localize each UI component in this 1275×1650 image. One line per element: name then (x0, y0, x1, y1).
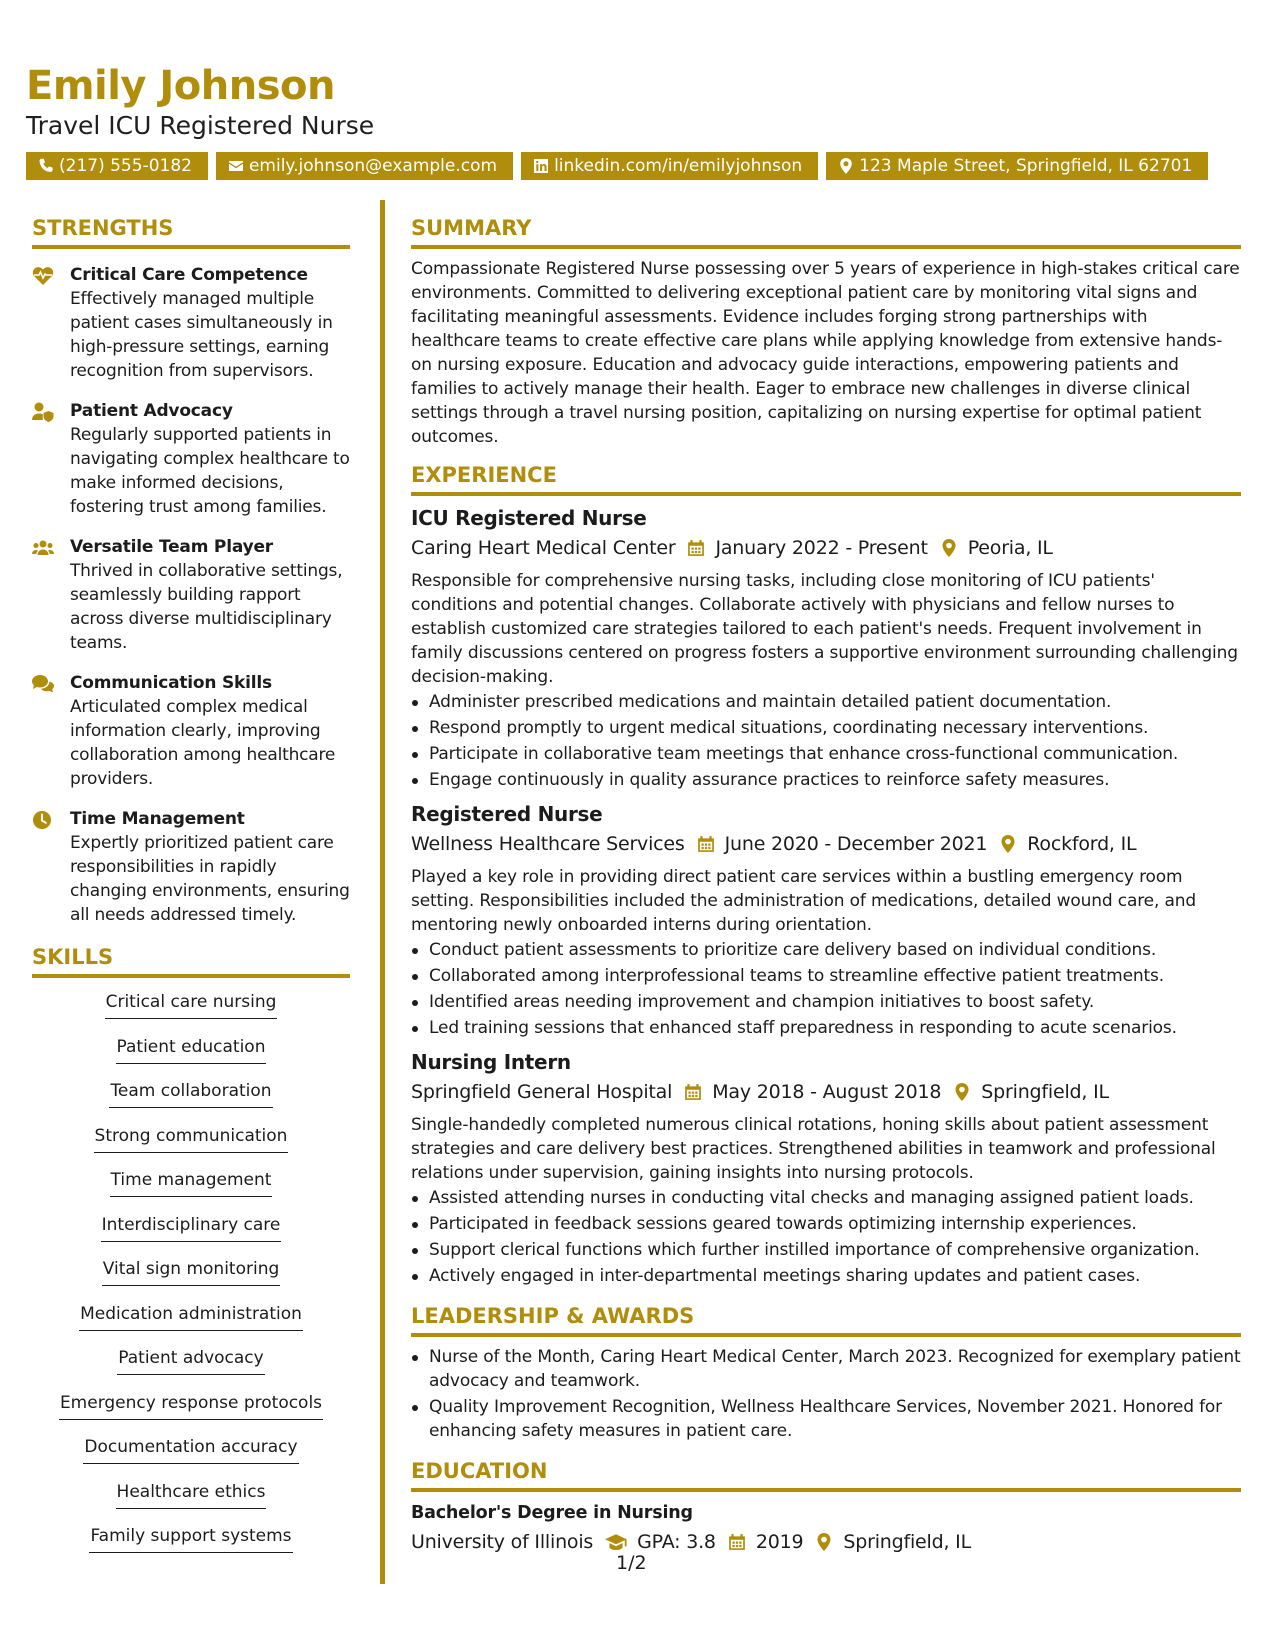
bullet-item: Led training sessions that enhanced staff preparedness in responding to acute scenarios. (411, 1016, 1241, 1040)
job-company: Wellness Healthcare Services (411, 833, 685, 855)
contact-text: 123 Maple Street, Springfield, IL 62701 (859, 156, 1193, 176)
skill-item: Patient advocacy (117, 1346, 264, 1375)
bullet-item: Identified areas needing improvement and champion initiatives to boost safety. (411, 990, 1241, 1014)
job-role: Nursing Intern (411, 1050, 571, 1074)
job-dates: June 2020 - December 2021 (724, 833, 988, 855)
page-number: 1/2 (616, 1552, 647, 1574)
calendar-icon (697, 835, 715, 853)
strength-desc: Articulated complex medical information clearly, improving collaboration among healthcare providers. (70, 697, 336, 789)
strength-desc: Expertly prioritized patient care responsibilities in rapidly changing environments, ensuring all needs addressed timely. (70, 833, 350, 925)
job-description: Single-handedly completed numerous clinical rotations, honing skills about patient assessment strategies and care delivery best practices. Strengthened abilities in teamwork and professional relations under supervision, gaining insights into nursing protocols. (411, 1115, 1216, 1183)
calendar-icon (728, 1533, 746, 1551)
calendar-icon (687, 539, 705, 557)
job-role: Registered Nurse (411, 802, 603, 826)
strength-title: Communication Skills (70, 673, 272, 693)
job-entry (411, 1048, 1241, 1288)
job-bullets (411, 690, 1241, 792)
skill-item: Healthcare ethics (116, 1480, 267, 1509)
graduation-cap-icon (605, 1533, 627, 1551)
job-meta (411, 1077, 1241, 1107)
job-dates: May 2018 - August 2018 (712, 1081, 942, 1103)
job-bullets (411, 938, 1241, 1040)
clock-icon (32, 810, 54, 830)
education-heading: EDUCATION (411, 1457, 1241, 1492)
skill-item: Medication administration (79, 1302, 303, 1331)
job-description: Responsible for comprehensive nursing tasks, including close monitoring of ICU patients' conditions and potential changes. Collaborate actively with physicians and fellow nurses to establish customized care strategies tailored to each patient's needs. Frequent involvement in family discussions centered on progress fosters a supportive environment surrounding challenging decision-making. (411, 571, 1238, 687)
job-company: Caring Heart Medical Center (411, 537, 676, 559)
map-marker-icon (940, 539, 958, 557)
leadership-list (411, 1345, 1241, 1443)
candidate-name: Emily Johnson (26, 63, 336, 109)
strength-desc: Effectively managed multiple patient cases simultaneously in high-pressure settings, earning recognition from supervisors. (70, 289, 333, 381)
strength-item (32, 399, 350, 519)
contact-bar (26, 152, 1266, 180)
strength-item (32, 263, 350, 383)
bullet-item: Collaborated among interprofessional teams to streamline effective patient treatments. (411, 964, 1241, 988)
skill-item: Emergency response protocols (59, 1391, 323, 1420)
bullet-item: Engage continuously in quality assurance practices to reinforce safety measures. (411, 768, 1241, 792)
job-bullets (411, 1186, 1241, 1288)
bullet-item: Respond promptly to urgent medical situations, coordinating necessary interventions. (411, 716, 1241, 740)
education-year: 2019 (755, 1531, 804, 1553)
map-marker-icon (999, 835, 1017, 853)
bullet-item: Actively engaged in inter-departmental meetings sharing updates and patient cases. (411, 1264, 1241, 1288)
contact-text: (217) 555-0182 (59, 156, 192, 176)
strengths-heading: STRENGTHS (32, 214, 350, 249)
job-company: Springfield General Hospital (411, 1081, 673, 1103)
education-school: University of Illinois (411, 1531, 594, 1553)
resume-header (26, 62, 1266, 180)
candidate-title: Travel ICU Registered Nurse (26, 111, 375, 140)
award-item: Quality Improvement Recognition, Wellness Healthcare Services, November 2021. Honored for enhancing safety measures in patient care. (411, 1395, 1241, 1443)
bullet-item: Participated in feedback sessions geared towards optimizing internship experiences. (411, 1212, 1241, 1236)
comments-icon (32, 674, 54, 694)
award-item: Nurse of the Month, Caring Heart Medical Center, March 2023. Recognized for exemplary patient advocacy and teamwork. (411, 1345, 1241, 1393)
map-marker-icon (953, 1083, 971, 1101)
bullet-item: Administer prescribed medications and maintain detailed patient documentation. (411, 690, 1241, 714)
skill-item: Interdisciplinary care (101, 1213, 282, 1242)
contact-text: emily.johnson@example.com (248, 156, 498, 176)
job-meta (411, 533, 1241, 563)
job-location: Rockford, IL (1027, 833, 1137, 855)
contact-phone[interactable] (26, 152, 208, 180)
strength-item (32, 535, 350, 655)
bullet-item: Support clerical functions which further instilled importance of comprehensive organization. (411, 1238, 1241, 1262)
calendar-icon (684, 1083, 702, 1101)
strength-title: Critical Care Competence (70, 265, 308, 285)
envelope-icon (228, 158, 244, 174)
leadership-heading: LEADERSHIP & AWARDS (411, 1302, 1241, 1337)
skill-item: Family support systems (89, 1524, 292, 1553)
map-marker-icon (815, 1533, 833, 1551)
strength-desc: Thrived in collaborative settings, seamlessly building rapport across diverse multidisciplinary teams. (70, 561, 343, 653)
education-location: Springfield, IL (843, 1531, 971, 1553)
skill-item: Patient education (116, 1035, 267, 1064)
skill-item: Vital sign monitoring (102, 1257, 281, 1286)
strength-desc: Regularly supported patients in navigating complex healthcare to make informed decisions, fostering trust among families. (70, 425, 350, 517)
strength-title: Versatile Team Player (70, 537, 273, 557)
contact-linkedin[interactable] (521, 152, 818, 180)
strengths-list (32, 263, 350, 927)
strength-item (32, 671, 350, 791)
strength-title: Patient Advocacy (70, 401, 233, 421)
phone-icon (38, 158, 54, 174)
right-column (411, 214, 1241, 1557)
users-icon (32, 538, 54, 558)
education-degree: Bachelor's Degree in Nursing (411, 1503, 693, 1523)
map-marker-icon (838, 158, 854, 174)
education-gpa: GPA: 3.8 (637, 1531, 716, 1553)
bullet-item: Assisted attending nurses in conducting vital checks and managing assigned patient loads. (411, 1186, 1241, 1210)
column-divider (380, 200, 385, 1584)
contact-text: linkedin.com/in/emilyjohnson (554, 156, 803, 176)
contact-address[interactable] (826, 152, 1208, 180)
skill-item: Strong communication (94, 1124, 289, 1153)
job-location: Peoria, IL (967, 537, 1053, 559)
strength-title: Time Management (70, 809, 245, 829)
job-description: Played a key role in providing direct patient care services within a bustling emergency room setting. Responsibilities included the administration of medications, detailed wound care, and mentoring newly onboarded interns during orientation. (411, 867, 1197, 935)
job-entry (411, 800, 1241, 1040)
skill-item: Team collaboration (109, 1079, 272, 1108)
job-meta (411, 829, 1241, 859)
bullet-item: Participate in collaborative team meetings that enhance cross-functional communication. (411, 742, 1241, 766)
job-role: ICU Registered Nurse (411, 506, 647, 530)
strength-item (32, 807, 350, 927)
contact-email[interactable] (216, 152, 513, 180)
skills-list (32, 990, 350, 1569)
left-column (32, 214, 350, 1569)
job-location: Springfield, IL (981, 1081, 1109, 1103)
heartbeat-icon (32, 266, 54, 286)
education-meta (411, 1527, 1241, 1557)
skill-item: Time management (110, 1168, 273, 1197)
bullet-item: Conduct patient assessments to prioritize care delivery based on individual conditions. (411, 938, 1241, 962)
job-entry (411, 504, 1241, 792)
user-shield-icon (32, 402, 54, 422)
linkedin-icon (533, 158, 549, 174)
summary-text: Compassionate Registered Nurse possessing over 5 years of experience in high-stakes critical care environments. Committed to delivering exceptional patient care by monitoring vital signs and facilitating meaningful assessments. Evidence includes forging strong partnerships with healthcare teams to create effective care plans while applying knowledge from extensive hands-on nursing exposure. Education and advocacy guide interactions, empowering patients and families to actively manage their health. Eager to embrace new challenges in diverse clinical settings through a travel nursing position, capitalizing on nursing expertise for optimal patient outcomes. (411, 259, 1240, 447)
summary-heading: SUMMARY (411, 214, 1241, 249)
skill-item: Documentation accuracy (83, 1435, 298, 1464)
skill-item: Critical care nursing (105, 990, 278, 1019)
experience-heading: EXPERIENCE (411, 461, 1241, 496)
skills-heading: SKILLS (32, 943, 350, 978)
job-dates: January 2022 - Present (715, 537, 928, 559)
